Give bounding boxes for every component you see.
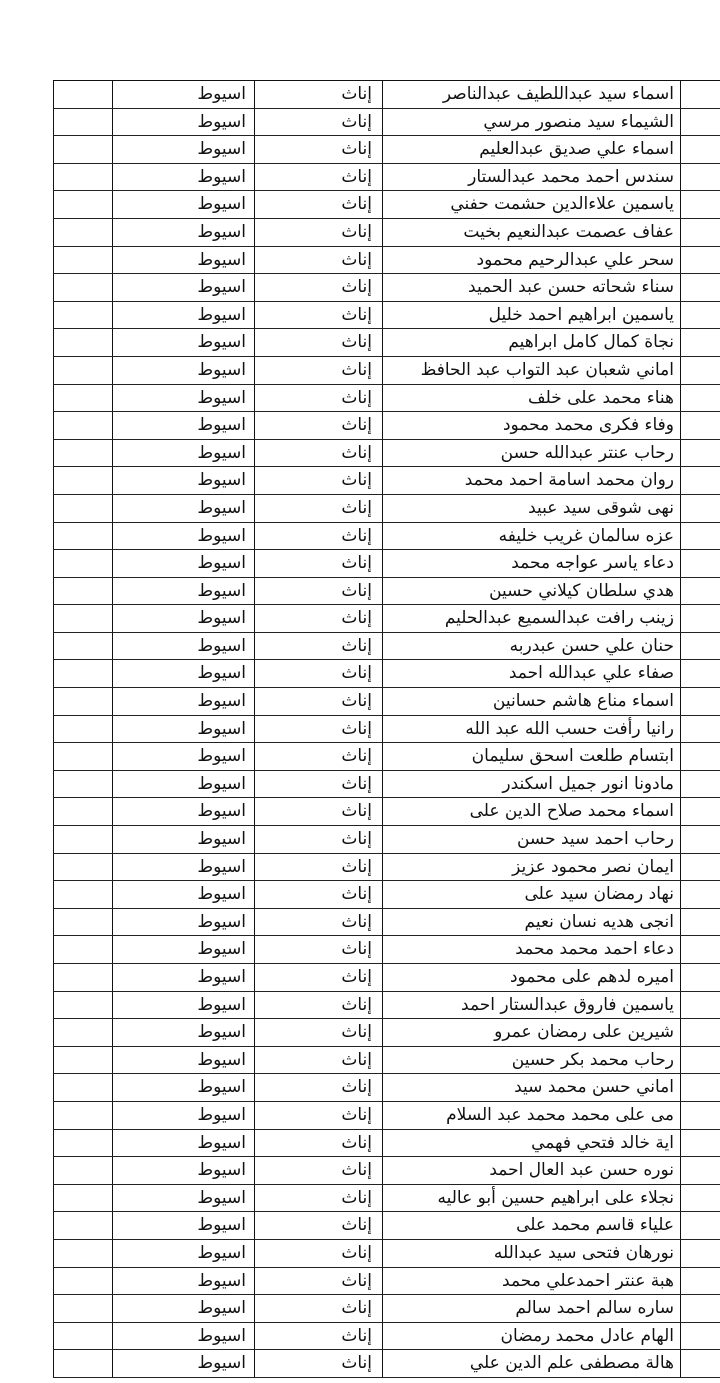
governorate-cell: اسيوط	[112, 1019, 254, 1046]
gender-cell: إناث	[254, 109, 382, 136]
gender-cell: إناث	[254, 798, 382, 825]
row-index-cell	[680, 412, 720, 439]
gender-cell: إناث	[254, 385, 382, 412]
governorate-cell: اسيوط	[112, 909, 254, 936]
table-row	[53, 1268, 720, 1296]
governorate-cell: اسيوط	[112, 1047, 254, 1074]
gender-cell: إناث	[254, 1268, 382, 1295]
blank-cell	[53, 1350, 112, 1377]
row-index-cell	[680, 247, 720, 274]
governorate-cell: اسيوط	[112, 716, 254, 743]
name-cell: رحاب عنتر عبدالله حسن	[382, 440, 680, 467]
row-index-cell	[680, 467, 720, 494]
name-cell: نوره حسن عبد العال احمد	[382, 1157, 680, 1184]
table-row	[53, 1323, 720, 1351]
blank-cell	[53, 302, 112, 329]
governorate-cell: اسيوط	[112, 881, 254, 908]
gender-cell: إناث	[254, 1102, 382, 1129]
blank-cell	[53, 1240, 112, 1267]
table-row	[53, 357, 720, 385]
governorate-cell: اسيوط	[112, 109, 254, 136]
governorate-cell: اسيوط	[112, 1157, 254, 1184]
blank-cell	[53, 191, 112, 218]
name-cell: انجى هديه نسان نعيم	[382, 909, 680, 936]
table-row	[53, 1047, 720, 1075]
blank-cell	[53, 964, 112, 991]
name-cell: نهاد رمضان سيد على	[382, 881, 680, 908]
blank-cell	[53, 605, 112, 632]
governorate-cell: اسيوط	[112, 633, 254, 660]
table-row	[53, 1295, 720, 1323]
governorate-cell: اسيوط	[112, 964, 254, 991]
table-row	[53, 164, 720, 192]
gender-cell: إناث	[254, 605, 382, 632]
blank-cell	[53, 826, 112, 853]
blank-cell	[53, 219, 112, 246]
gender-cell: إناث	[254, 1047, 382, 1074]
row-index-cell	[680, 440, 720, 467]
blank-cell	[53, 798, 112, 825]
gender-cell: إناث	[254, 440, 382, 467]
governorate-cell: اسيوط	[112, 219, 254, 246]
row-index-cell	[680, 523, 720, 550]
gender-cell: إناث	[254, 219, 382, 246]
table-row	[53, 1185, 720, 1213]
name-cell: ساره سالم احمد سالم	[382, 1295, 680, 1322]
blank-cell	[53, 164, 112, 191]
table-row	[53, 854, 720, 882]
row-index-cell	[680, 109, 720, 136]
table-row	[53, 385, 720, 413]
name-cell: اسماء علي صديق عبدالعليم	[382, 136, 680, 163]
name-cell: دعاء احمد محمد محمد	[382, 936, 680, 963]
blank-cell	[53, 743, 112, 770]
gender-cell: إناث	[254, 550, 382, 577]
name-cell: نورهان فتحى سيد عبدالله	[382, 1240, 680, 1267]
row-index-cell	[680, 1295, 720, 1322]
row-index-cell	[680, 881, 720, 908]
blank-cell	[53, 1323, 112, 1350]
governorate-cell: اسيوط	[112, 660, 254, 687]
table-row	[53, 247, 720, 275]
name-cell: هالة مصطفى علم الدين علي	[382, 1350, 680, 1377]
name-cell: شيرين على رمضان عمرو	[382, 1019, 680, 1046]
table-row	[53, 109, 720, 137]
name-cell: هدي سلطان كيلاني حسين	[382, 578, 680, 605]
row-index-cell	[680, 81, 720, 108]
blank-cell	[53, 716, 112, 743]
row-index-cell	[680, 302, 720, 329]
governorate-cell: اسيوط	[112, 688, 254, 715]
gender-cell: إناث	[254, 578, 382, 605]
name-cell: سناء شحاته حسن عبد الحميد	[382, 274, 680, 301]
table-row	[53, 219, 720, 247]
blank-cell	[53, 1295, 112, 1322]
blank-cell	[53, 1185, 112, 1212]
governorate-cell: اسيوط	[112, 936, 254, 963]
name-cell: عفاف عصمت عبدالنعيم بخيت	[382, 219, 680, 246]
row-index-cell	[680, 743, 720, 770]
row-index-cell	[680, 909, 720, 936]
gender-cell: إناث	[254, 1295, 382, 1322]
blank-cell	[53, 1102, 112, 1129]
governorate-cell: اسيوط	[112, 329, 254, 356]
row-index-cell	[680, 1157, 720, 1184]
table-row	[53, 633, 720, 661]
gender-cell: إناث	[254, 81, 382, 108]
governorate-cell: اسيوط	[112, 1295, 254, 1322]
table-row	[53, 743, 720, 771]
table-row	[53, 274, 720, 302]
blank-cell	[53, 109, 112, 136]
table-row	[53, 329, 720, 357]
gender-cell: إناث	[254, 633, 382, 660]
table-row	[53, 771, 720, 799]
governorate-cell: اسيوط	[112, 992, 254, 1019]
gender-cell: إناث	[254, 1240, 382, 1267]
table-row	[53, 578, 720, 606]
blank-cell	[53, 1019, 112, 1046]
name-cell: مى على محمد محمد عبد السلام	[382, 1102, 680, 1129]
blank-cell	[53, 523, 112, 550]
name-cell: سندس احمد محمد عبدالستار	[382, 164, 680, 191]
name-cell: نجاة كمال كامل ابراهيم	[382, 329, 680, 356]
name-cell: رانيا رأفت حسب الله عبد الله	[382, 716, 680, 743]
blank-cell	[53, 1212, 112, 1239]
blank-cell	[53, 495, 112, 522]
blank-cell	[53, 771, 112, 798]
gender-cell: إناث	[254, 743, 382, 770]
name-cell: سحر علي عبدالرحيم محمود	[382, 247, 680, 274]
table-row	[53, 909, 720, 937]
table-row	[53, 1102, 720, 1130]
governorate-cell: اسيوط	[112, 495, 254, 522]
name-cell: زينب رافت عبدالسميع عبدالحليم	[382, 605, 680, 632]
blank-cell	[53, 909, 112, 936]
table-row	[53, 964, 720, 992]
name-cell: دعاء ياسر عواجه محمد	[382, 550, 680, 577]
gender-cell: إناث	[254, 909, 382, 936]
governorate-cell: اسيوط	[112, 605, 254, 632]
governorate-cell: اسيوط	[112, 798, 254, 825]
row-index-cell	[680, 1212, 720, 1239]
gender-cell: إناث	[254, 191, 382, 218]
gender-cell: إناث	[254, 1212, 382, 1239]
blank-cell	[53, 274, 112, 301]
name-cell: رحاب محمد بكر حسين	[382, 1047, 680, 1074]
governorate-cell: اسيوط	[112, 357, 254, 384]
governorate-cell: اسيوط	[112, 578, 254, 605]
table-row	[53, 936, 720, 964]
governorate-cell: اسيوط	[112, 1102, 254, 1129]
name-cell: الشيماء سيد منصور مرسي	[382, 109, 680, 136]
blank-cell	[53, 412, 112, 439]
table-row	[53, 412, 720, 440]
blank-cell	[53, 81, 112, 108]
gender-cell: إناث	[254, 1019, 382, 1046]
blank-cell	[53, 1268, 112, 1295]
table-row	[53, 523, 720, 551]
blank-cell	[53, 357, 112, 384]
gender-cell: إناث	[254, 329, 382, 356]
row-index-cell	[680, 660, 720, 687]
gender-cell: إناث	[254, 1323, 382, 1350]
table-row	[53, 826, 720, 854]
row-index-cell	[680, 1350, 720, 1377]
name-cell: اماني حسن محمد سيد	[382, 1074, 680, 1101]
name-cell: ايمان نصر محمود عزيز	[382, 854, 680, 881]
name-cell: اميره لدهم على محمود	[382, 964, 680, 991]
blank-cell	[53, 854, 112, 881]
name-cell: اماني شعبان عبد التواب عبد الحافظ	[382, 357, 680, 384]
gender-cell: إناث	[254, 964, 382, 991]
governorate-cell: اسيوط	[112, 136, 254, 163]
name-cell: نجلاء على ابراهيم حسين أبو عاليه	[382, 1185, 680, 1212]
governorate-cell: اسيوط	[112, 854, 254, 881]
table-row	[53, 881, 720, 909]
table-row	[53, 191, 720, 219]
gender-cell: إناث	[254, 854, 382, 881]
gender-cell: إناث	[254, 467, 382, 494]
governorate-cell: اسيوط	[112, 1074, 254, 1101]
governorate-cell: اسيوط	[112, 81, 254, 108]
name-cell: ياسمين فاروق عبدالستار احمد	[382, 992, 680, 1019]
governorate-cell: اسيوط	[112, 826, 254, 853]
blank-cell	[53, 688, 112, 715]
name-cell: روان محمد اسامة احمد محمد	[382, 467, 680, 494]
name-cell: رحاب احمد سيد حسن	[382, 826, 680, 853]
governorate-cell: اسيوط	[112, 771, 254, 798]
row-index-cell	[680, 936, 720, 963]
name-cell: ابتسام طلعت اسحق سليمان	[382, 743, 680, 770]
gender-cell: إناث	[254, 936, 382, 963]
blank-cell	[53, 247, 112, 274]
gender-cell: إناث	[254, 1130, 382, 1157]
table-row	[53, 1157, 720, 1185]
row-index-cell	[680, 826, 720, 853]
table-row	[53, 798, 720, 826]
table-row	[53, 302, 720, 330]
blank-cell	[53, 385, 112, 412]
row-index-cell	[680, 688, 720, 715]
row-index-cell	[680, 1019, 720, 1046]
governorate-cell: اسيوط	[112, 1323, 254, 1350]
row-index-cell	[680, 164, 720, 191]
gender-cell: إناث	[254, 660, 382, 687]
governorate-cell: اسيوط	[112, 1130, 254, 1157]
row-index-cell	[680, 385, 720, 412]
governorate-cell: اسيوط	[112, 1268, 254, 1295]
name-cell: الهام عادل محمد رمضان	[382, 1323, 680, 1350]
gender-cell: إناث	[254, 247, 382, 274]
table-row	[53, 440, 720, 468]
row-index-cell	[680, 716, 720, 743]
blank-cell	[53, 1130, 112, 1157]
blank-cell	[53, 992, 112, 1019]
gender-cell: إناث	[254, 523, 382, 550]
gender-cell: إناث	[254, 495, 382, 522]
governorate-cell: اسيوط	[112, 191, 254, 218]
row-index-cell	[680, 1102, 720, 1129]
governorate-cell: اسيوط	[112, 467, 254, 494]
governorate-cell: اسيوط	[112, 440, 254, 467]
governorate-cell: اسيوط	[112, 1350, 254, 1377]
name-cell: اسماء محمد صلاح الدين على	[382, 798, 680, 825]
table-row	[53, 1074, 720, 1102]
gender-cell: إناث	[254, 136, 382, 163]
gender-cell: إناث	[254, 1350, 382, 1377]
blank-cell	[53, 467, 112, 494]
table-row	[53, 136, 720, 164]
row-index-cell	[680, 992, 720, 1019]
governorate-cell: اسيوط	[112, 274, 254, 301]
row-index-cell	[680, 191, 720, 218]
name-cell: وفاء فكرى محمد محمود	[382, 412, 680, 439]
blank-cell	[53, 550, 112, 577]
row-index-cell	[680, 854, 720, 881]
table-row	[53, 1019, 720, 1047]
name-cell: هناء محمد على خلف	[382, 385, 680, 412]
governorate-cell: اسيوط	[112, 1212, 254, 1239]
name-cell: عزه سالمان غريب خليفه	[382, 523, 680, 550]
governorate-cell: اسيوط	[112, 412, 254, 439]
name-cell: صفاء علي عبدالله احمد	[382, 660, 680, 687]
table-row	[53, 716, 720, 744]
gender-cell: إناث	[254, 716, 382, 743]
row-index-cell	[680, 329, 720, 356]
gender-cell: إناث	[254, 771, 382, 798]
gender-cell: إناث	[254, 412, 382, 439]
table-row	[53, 992, 720, 1020]
row-index-cell	[680, 1074, 720, 1101]
governorate-cell: اسيوط	[112, 385, 254, 412]
governorate-cell: اسيوط	[112, 1240, 254, 1267]
name-cell: اسماء سيد عبداللطيف عبدالناصر	[382, 81, 680, 108]
table-row	[53, 81, 720, 109]
governorate-cell: اسيوط	[112, 247, 254, 274]
governorate-cell: اسيوط	[112, 550, 254, 577]
name-cell: علياء قاسم محمد على	[382, 1212, 680, 1239]
row-index-cell	[680, 771, 720, 798]
row-index-cell	[680, 1130, 720, 1157]
table-row	[53, 1212, 720, 1240]
blank-cell	[53, 440, 112, 467]
gender-cell: إناث	[254, 992, 382, 1019]
gender-cell: إناث	[254, 164, 382, 191]
blank-cell	[53, 1047, 112, 1074]
table-row	[53, 1350, 720, 1378]
blank-cell	[53, 936, 112, 963]
blank-cell	[53, 881, 112, 908]
gender-cell: إناث	[254, 302, 382, 329]
name-cell: مادونا انور جميل اسكندر	[382, 771, 680, 798]
gender-cell: إناث	[254, 688, 382, 715]
governorate-cell: اسيوط	[112, 743, 254, 770]
blank-cell	[53, 578, 112, 605]
name-cell: اية خالد فتحي فهمي	[382, 1130, 680, 1157]
name-cell: نهى شوقى سيد عبيد	[382, 495, 680, 522]
governorate-cell: اسيوط	[112, 302, 254, 329]
governorate-cell: اسيوط	[112, 164, 254, 191]
name-cell: ياسمين ابراهيم احمد خليل	[382, 302, 680, 329]
blank-cell	[53, 1074, 112, 1101]
name-cell: هبة عنتر احمدعلي محمد	[382, 1268, 680, 1295]
name-cell: ياسمين علاءالدين حشمت حفني	[382, 191, 680, 218]
row-index-cell	[680, 605, 720, 632]
row-index-cell	[680, 357, 720, 384]
gender-cell: إناث	[254, 881, 382, 908]
table-row	[53, 467, 720, 495]
blank-cell	[53, 136, 112, 163]
row-index-cell	[680, 219, 720, 246]
row-index-cell	[680, 550, 720, 577]
row-index-cell	[680, 495, 720, 522]
row-index-cell	[680, 1047, 720, 1074]
blank-cell	[53, 1157, 112, 1184]
row-index-cell	[680, 1323, 720, 1350]
row-index-cell	[680, 1268, 720, 1295]
gender-cell: إناث	[254, 826, 382, 853]
table-row	[53, 660, 720, 688]
table-row	[53, 688, 720, 716]
table-row	[53, 495, 720, 523]
blank-cell	[53, 633, 112, 660]
table-row	[53, 550, 720, 578]
governorate-cell: اسيوط	[112, 523, 254, 550]
gender-cell: إناث	[254, 1074, 382, 1101]
name-cell: اسماء مناع هاشم حسانين	[382, 688, 680, 715]
name-cell: حنان علي حسن عبدربه	[382, 633, 680, 660]
row-index-cell	[680, 136, 720, 163]
row-index-cell	[680, 274, 720, 301]
row-index-cell	[680, 964, 720, 991]
gender-cell: إناث	[254, 1157, 382, 1184]
names-table	[53, 80, 720, 1378]
gender-cell: إناث	[254, 357, 382, 384]
table-row	[53, 1240, 720, 1268]
gender-cell: إناث	[254, 1185, 382, 1212]
row-index-cell	[680, 1240, 720, 1267]
row-index-cell	[680, 578, 720, 605]
table-row	[53, 1130, 720, 1158]
gender-cell: إناث	[254, 274, 382, 301]
governorate-cell: اسيوط	[112, 1185, 254, 1212]
row-index-cell	[680, 798, 720, 825]
blank-cell	[53, 329, 112, 356]
row-index-cell	[680, 1185, 720, 1212]
table-row	[53, 605, 720, 633]
blank-cell	[53, 660, 112, 687]
row-index-cell	[680, 633, 720, 660]
